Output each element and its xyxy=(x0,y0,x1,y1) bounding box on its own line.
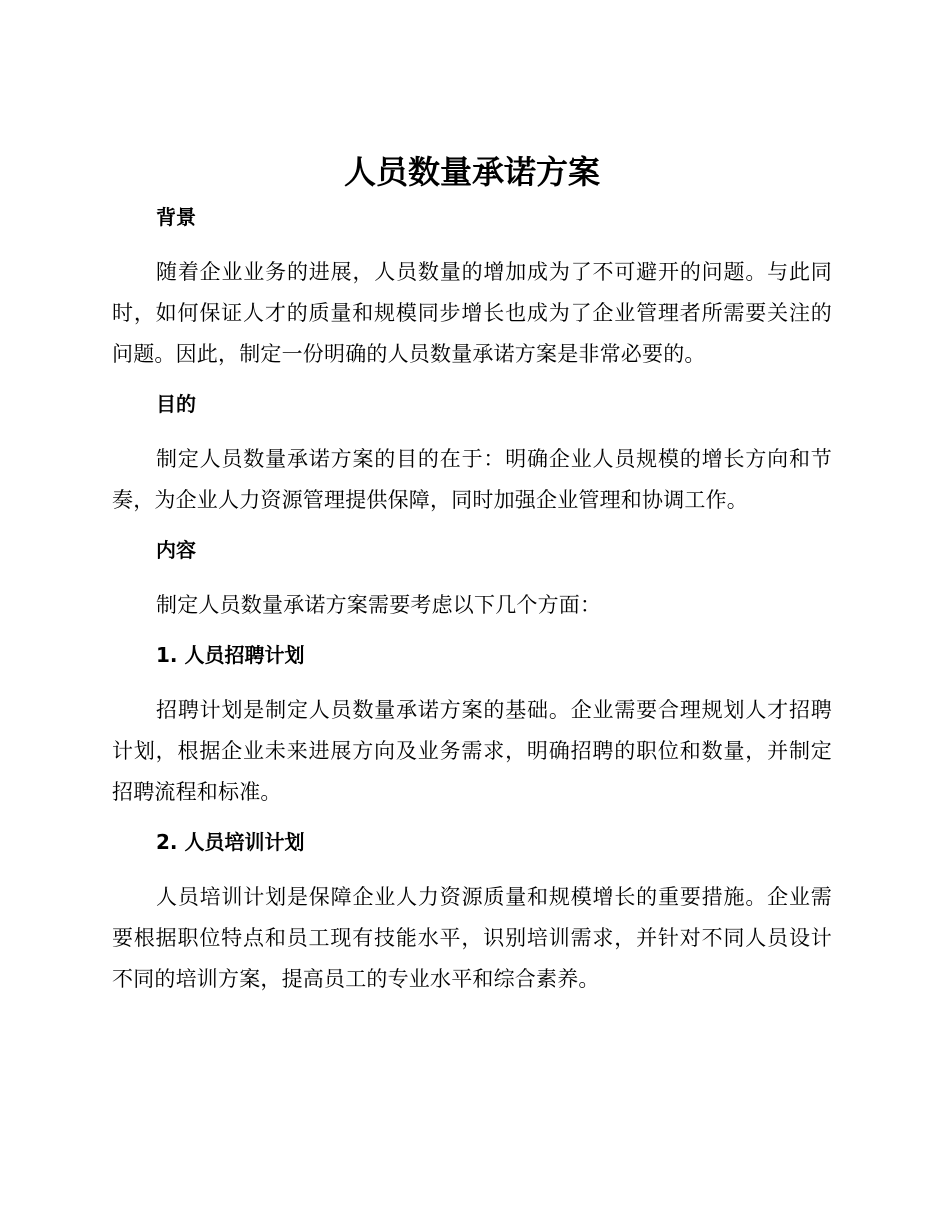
paragraph-background: 随着企业业务的进展，人员数量的增加成为了不可避开的问题。与此同时，如何保证人才的质量和规模同步增长也成为了企业管理者所需要关注的问题。因此，制定一份明确的人员数量承诺方案是非常必要的。 xyxy=(112,260,832,366)
paragraph-training: 人员培训计划是保障企业人力资源质量和规模增长的重要措施。企业需要根据职位特点和员工现有技能水平，识别培训需求，并针对不同人员设计不同的培训方案，提高员工的专业水平和综合素养。 xyxy=(112,885,832,991)
document-body xyxy=(112,150,832,1000)
document-title: 人员数量承诺方案 xyxy=(343,153,600,191)
section-heading-training: 2. 人员培训计划 xyxy=(156,830,305,854)
paragraph-purpose: 制定人员数量承诺方案的目的在于：明确企业人员规模的增长方向和节奏，为企业人力资源管理提供保障，同时加强企业管理和协调工作。 xyxy=(112,447,832,512)
section-heading-purpose: 目的 xyxy=(156,392,196,416)
section-heading-background: 背景 xyxy=(156,205,196,229)
paragraph-content: 制定人员数量承诺方案需要考虑以下几个方面： xyxy=(156,593,602,617)
section-heading-content: 内容 xyxy=(156,538,196,562)
section-heading-recruitment: 1. 人员招聘计划 xyxy=(156,643,305,667)
paragraph-recruitment: 招聘计划是制定人员数量承诺方案的基础。企业需要合理规划人才招聘计划，根据企业未来进展方向及业务需求，明确招聘的职位和数量，并制定招聘流程和标准。 xyxy=(112,698,832,804)
